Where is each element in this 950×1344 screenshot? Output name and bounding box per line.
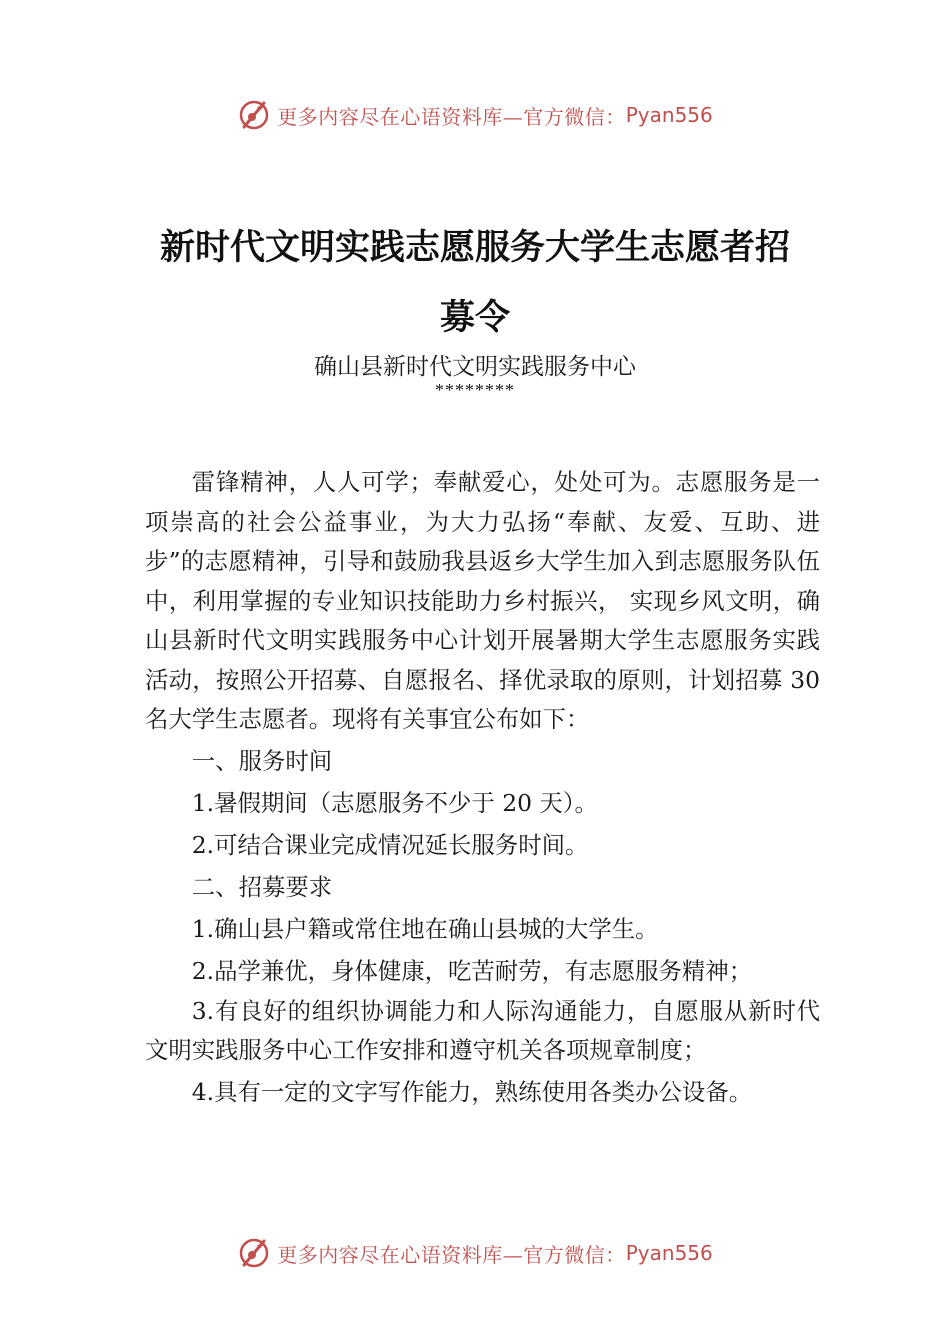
requirement-item: 2.品学兼优，身体健康，吃苦耐劳，有志愿服务精神；: [191, 956, 753, 985]
requirement-item: 1.确山县户籍或常住地在确山县城的大学生。: [191, 914, 659, 943]
quill-seal-logo-icon: [237, 98, 271, 132]
header-watermark: [0, 95, 950, 135]
issuing-organization: 确山县新时代文明实践服务中心: [314, 354, 636, 380]
requirement-item: 4.具有一定的文字写作能力，熟练使用各类办公设备。: [191, 1077, 753, 1106]
quill-seal-logo-icon: [237, 1236, 271, 1270]
section-heading-requirements: 二、招募要求: [191, 872, 333, 901]
service-time-item: 2.可结合课业完成情况延长服务时间。: [191, 830, 589, 859]
section-heading-service-time: 一、服务时间: [191, 746, 333, 775]
document-body: [145, 463, 820, 1113]
requirement-item: 3.有良好的组织协调能力和人际沟通能力，自愿服从新时代文明实践服务中心工作安排和遵守机关各项规章制度；: [145, 996, 820, 1064]
watermark-text: 更多内容尽在心语资料库—官方微信：: [277, 1242, 626, 1267]
footer-watermark: [0, 1233, 950, 1273]
watermark-wechat-id: Pyan556: [625, 103, 713, 127]
intro-paragraph: 雷锋精神，人人可学；奉献爱心，处处可为。志愿服务是一项崇高的社会公益事业，为大力弘扬“奉献、友爱、互助、进步”的志愿精神，引导和鼓励我县返乡大学生加入到志愿服务队伍中，利用掌握的专业知识技能助力乡村振兴， 实现乡风文明，确山县新时代文明实践服务中心计划开展暑期大学生志愿服务实践活动，按照公开招募、自愿报名、择优录取的原则，计划招募 30 名大学生志愿者。现将有关事宜公布如下：: [145, 468, 820, 733]
service-time-item: 1.暑假期间（志愿服务不少于 20 天）。: [191, 788, 598, 817]
watermark-text: 更多内容尽在心语资料库—官方微信：: [277, 104, 626, 129]
document-title-line2: 募令: [439, 297, 510, 338]
separator-stars: ********: [435, 380, 515, 400]
document-title-line1: 新时代文明实践志愿服务大学生志愿者招: [159, 227, 790, 268]
watermark-wechat-id: Pyan556: [625, 1241, 713, 1265]
